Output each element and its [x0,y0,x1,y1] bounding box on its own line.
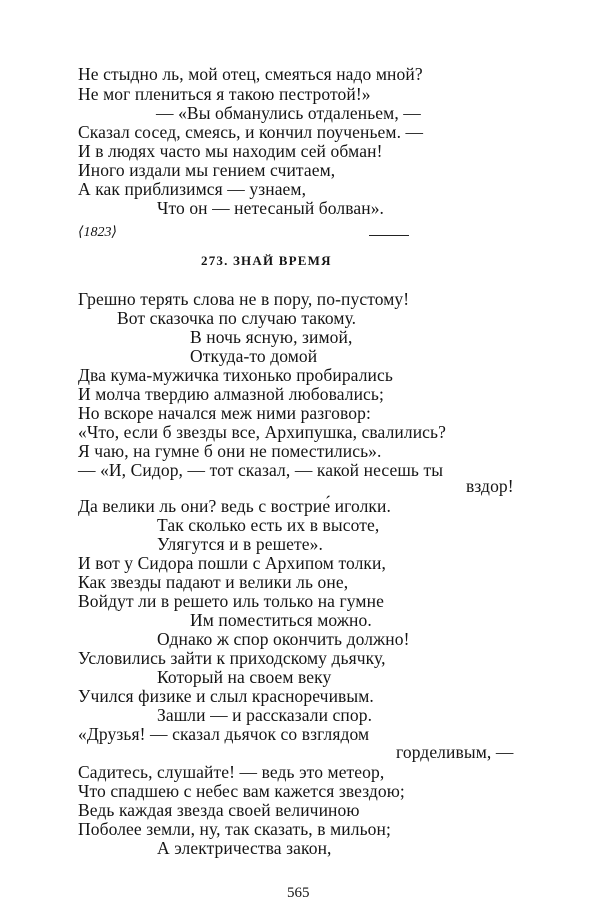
poem-line: И в людях часто мы находим сей обман! [78,141,383,161]
poem-line: И вот у Сидора пошли с Архипом толки, [78,553,386,573]
poem-line: «Друзья! — сказал дьячок со взглядом [78,724,370,744]
poem-line: Зашли — и рассказали спор. [157,705,373,725]
poem-line: Но вскоре начался меж ними разговор: [78,403,371,423]
poem-line: А электричества закон, [157,838,332,858]
poem-line: И молча твердию алмазной любовались; [78,384,384,404]
poem-line: Грешно терять слова не в пору, по-пустому! [78,289,410,309]
page-number: 565 [287,885,310,901]
end-rule [369,235,409,236]
poem-line: Условились зайти к приходскому дьячку, [78,648,386,668]
poem-line: Я чаю, на гумне б они не поместились». [78,441,382,461]
poem-line: Садитесь, слушайте! — ведь это метеор, [78,762,385,782]
poem-line: Поболее земли, ну, так сказать, в мильон; [78,819,391,839]
poem-line: Что спадшею с небес вам кажется звездою; [78,781,405,801]
poem-line: Который на своем веку [157,667,332,687]
poem-line-runover: горделивым, — [396,742,514,762]
poem-line: «Что, если б звезды все, Архипушка, свалились? [78,422,446,442]
poem-line: Войдут ли в решето иль только на гумне [78,591,384,611]
poem-line: Сказал сосед, смеясь, и кончил поученьем. — [78,122,424,142]
poem-line: Откуда-то домой [190,346,318,366]
poem-line: А как приблизимся — узнаем, [78,179,307,199]
poem-line: Иного издали мы гением считаем, [78,160,336,180]
poem-line: Учился физике и слыл красноречивым. [78,686,374,706]
poem-line: Два кума-мужичка тихонько пробирались [78,365,393,385]
poem-line: Вот сказочка по случаю такому. [117,308,357,328]
poem-title: 273. ЗНАЙ ВРЕМЯ [201,253,332,268]
poem-line: Как звезды падают и велики ль оне, [78,572,349,592]
poem-line: — «Вы обманулись отдаленьем, — [156,103,421,123]
poem-line-runover: вздор! [466,476,514,496]
poem-line: Ведь каждая звезда своей величиною [78,800,360,820]
poem-line: Улягутся и в решете». [157,534,323,554]
poem-date: ⟨1823⟩ [78,225,117,240]
poem-line: Не стыдно ль, мой отец, смеяться надо мной? [78,64,423,84]
poem-line: Так сколько есть их в высоте, [157,515,380,535]
poem-line: — «И, Сидор, — тот сказал, — какой несешь ты [78,460,444,480]
poem-line: Не мог плениться я такою пестротой!» [78,84,371,104]
poem-line: Что он — нетесаный болван». [157,198,385,218]
poem-line: Да велики ль они? ведь с вострие́ иголки. [78,496,391,516]
poem-line: Однако ж спор окончить должно! [157,629,410,649]
poem-line: Им поместиться можно. [190,610,372,630]
poem-line: В ночь ясную, зимой, [190,327,353,347]
